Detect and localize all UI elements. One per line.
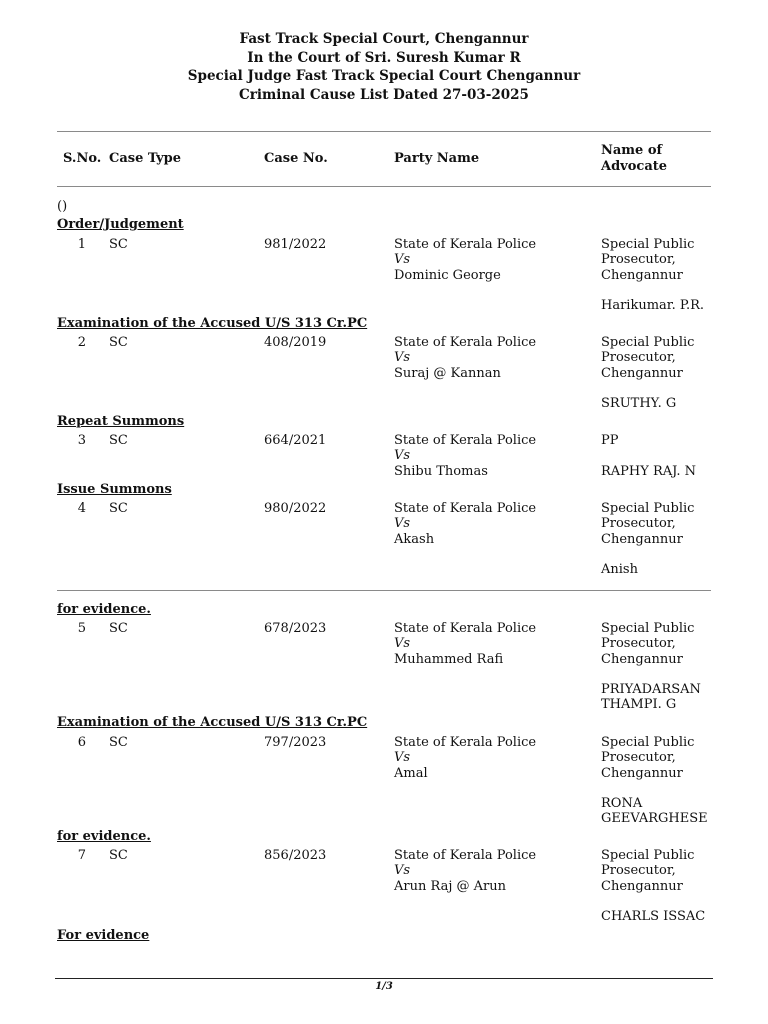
versus: Vs bbox=[394, 863, 411, 879]
row-case-type: SC bbox=[109, 735, 128, 750]
court-designation: Special Judge Fast Track Special Court Chengannur bbox=[187, 68, 581, 84]
petitioner: State of Kerala Police bbox=[394, 335, 537, 350]
row-party-name bbox=[394, 621, 536, 667]
advocate-line: Chengannur bbox=[601, 531, 683, 547]
row-sno: 2 bbox=[77, 335, 86, 350]
advocate-line: Prosecutor, bbox=[601, 516, 676, 532]
advocate-line: Special Public bbox=[601, 335, 695, 350]
advocate-name: GEEVARGHESE bbox=[601, 811, 708, 827]
row-case-type: SC bbox=[109, 501, 128, 516]
cause-list-date: Criminal Cause List Dated 27-03-2025 bbox=[239, 86, 529, 103]
column-header-party-name: Party Name bbox=[394, 151, 480, 166]
section-heading: for evidence. bbox=[57, 602, 151, 617]
row-case-no: 408/2019 bbox=[264, 335, 327, 350]
row-case-no: 664/2021 bbox=[264, 433, 327, 448]
advocate-name: RONA bbox=[601, 796, 643, 812]
row-party-name bbox=[394, 735, 536, 781]
row-advocate bbox=[601, 237, 721, 313]
judge-line: In the Court of Sri. Suresh Kumar R bbox=[247, 49, 521, 66]
section-heading: Examination of the Accused U/S 313 Cr.PC bbox=[57, 715, 368, 730]
row-sno: 1 bbox=[77, 237, 86, 252]
row-case-type: SC bbox=[109, 237, 128, 252]
advocate-line: Chengannur bbox=[601, 651, 683, 667]
advocate-name: Harikumar. P.R. bbox=[601, 298, 705, 314]
petitioner: State of Kerala Police bbox=[394, 501, 537, 516]
column-header-advocate bbox=[601, 143, 667, 174]
advocate-name: Anish bbox=[601, 562, 638, 578]
advocate-name: SRUTHY. G bbox=[601, 396, 677, 412]
versus: Vs bbox=[394, 350, 411, 366]
advocate-line: Special Public bbox=[601, 735, 695, 750]
respondent: Dominic George bbox=[394, 267, 501, 283]
row-party-name bbox=[394, 237, 536, 283]
row-case-no: 981/2022 bbox=[264, 237, 327, 252]
advocate-line: Chengannur bbox=[601, 267, 683, 283]
advocate-name: RAPHY RAJ. N bbox=[601, 463, 696, 479]
column-header-case-no: Case No. bbox=[264, 151, 328, 166]
advocate-name: CHARLS ISSAC bbox=[601, 909, 706, 925]
row-case-type: SC bbox=[109, 848, 128, 863]
advocate-line: Prosecutor, bbox=[601, 750, 676, 766]
row-advocate bbox=[601, 433, 721, 479]
versus: Vs bbox=[394, 252, 411, 268]
footer-rule bbox=[55, 978, 713, 979]
respondent: Amal bbox=[394, 765, 428, 781]
row-party-name bbox=[394, 335, 536, 381]
advocate-line: Chengannur bbox=[601, 878, 683, 894]
section-heading: Order/Judgement bbox=[57, 217, 184, 232]
advocate-name: PRIYADARSAN bbox=[601, 682, 701, 698]
row-case-no: 678/2023 bbox=[264, 621, 327, 636]
row-sno: 4 bbox=[77, 501, 86, 516]
advocate-line: Prosecutor, bbox=[601, 636, 676, 652]
row-sno: 5 bbox=[77, 621, 86, 636]
respondent: Arun Raj @ Arun bbox=[394, 878, 506, 894]
row-advocate bbox=[601, 501, 721, 577]
advocate-line: Prosecutor, bbox=[601, 350, 676, 366]
row-party-name bbox=[394, 433, 536, 479]
section-divider-rule bbox=[57, 590, 711, 591]
versus: Vs bbox=[394, 750, 411, 766]
petitioner: State of Kerala Police bbox=[394, 433, 537, 448]
advocate-line: Prosecutor, bbox=[601, 252, 676, 268]
section-heading: Examination of the Accused U/S 313 Cr.PC bbox=[57, 316, 368, 331]
empty-parens: () bbox=[57, 199, 68, 214]
row-case-no: 856/2023 bbox=[264, 848, 327, 863]
respondent: Shibu Thomas bbox=[394, 463, 488, 479]
respondent: Muhammed Rafi bbox=[394, 651, 504, 667]
petitioner: State of Kerala Police bbox=[394, 621, 537, 636]
row-sno: 6 bbox=[77, 735, 86, 750]
header-top-rule bbox=[57, 131, 711, 132]
respondent: Suraj @ Kannan bbox=[394, 365, 501, 381]
versus: Vs bbox=[394, 636, 411, 652]
advocate-line: Chengannur bbox=[601, 765, 683, 781]
petitioner: State of Kerala Police bbox=[394, 848, 537, 863]
versus: Vs bbox=[394, 448, 411, 464]
row-party-name bbox=[394, 848, 536, 894]
section-heading: Issue Summons bbox=[57, 482, 172, 497]
row-advocate bbox=[601, 621, 721, 713]
advocate-name: THAMPI. G bbox=[601, 697, 677, 713]
versus: Vs bbox=[394, 516, 411, 532]
row-case-type: SC bbox=[109, 433, 128, 448]
court-name: Fast Track Special Court, Chengannur bbox=[239, 31, 529, 47]
row-advocate bbox=[601, 735, 721, 827]
section-heading: for evidence. bbox=[57, 829, 151, 844]
petitioner: State of Kerala Police bbox=[394, 237, 537, 252]
petitioner: State of Kerala Police bbox=[394, 735, 537, 750]
column-header-advocate-line1: Name of bbox=[601, 143, 663, 158]
section-heading: Repeat Summons bbox=[57, 414, 185, 429]
advocate-line: PP bbox=[601, 433, 619, 448]
row-sno: 7 bbox=[77, 848, 86, 863]
row-case-no: 980/2022 bbox=[264, 501, 327, 516]
section-heading: For evidence bbox=[57, 928, 150, 943]
header-bottom-rule bbox=[57, 186, 711, 187]
column-header-sno: S.No. bbox=[63, 151, 102, 166]
row-case-type: SC bbox=[109, 621, 128, 636]
advocate-line: Special Public bbox=[601, 621, 695, 636]
page-number: 1/3 bbox=[375, 981, 393, 992]
respondent: Akash bbox=[394, 531, 435, 547]
advocate-line: Special Public bbox=[601, 237, 695, 252]
row-sno: 3 bbox=[77, 433, 86, 448]
row-advocate bbox=[601, 848, 721, 924]
column-header-case-type: Case Type bbox=[109, 151, 182, 166]
row-case-no: 797/2023 bbox=[264, 735, 327, 750]
advocate-line: Special Public bbox=[601, 848, 695, 863]
row-case-type: SC bbox=[109, 335, 128, 350]
row-advocate bbox=[601, 335, 721, 411]
advocate-line: Special Public bbox=[601, 501, 695, 516]
row-party-name bbox=[394, 501, 536, 547]
column-header-advocate-line2: Advocate bbox=[601, 158, 668, 174]
advocate-line: Prosecutor, bbox=[601, 863, 676, 879]
advocate-line: Chengannur bbox=[601, 365, 683, 381]
document-header bbox=[0, 30, 768, 104]
